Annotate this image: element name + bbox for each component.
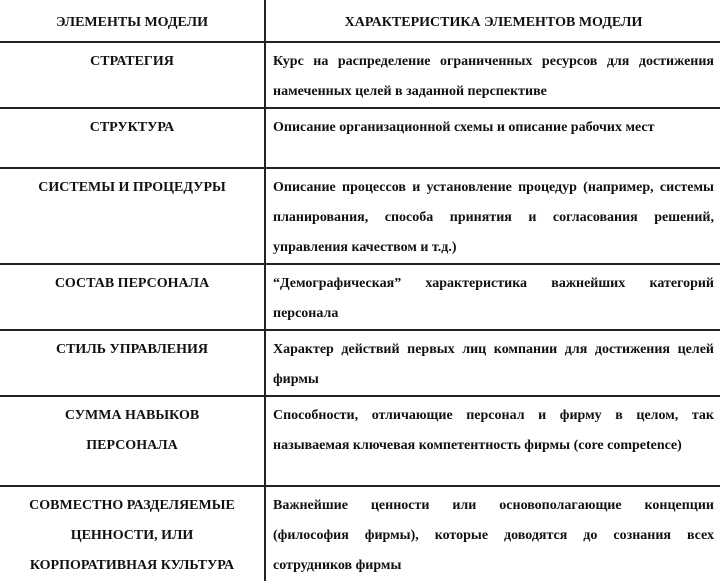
- element-cell: [0, 486, 265, 581]
- element-label: ЦЕННОСТИ, ИЛИ: [70, 528, 194, 543]
- element-cell: [0, 330, 265, 396]
- table-row: [0, 264, 720, 330]
- description-cell: “Демографическая” характеристика важнейших категорий персонала: [265, 264, 720, 330]
- table-row: [0, 42, 720, 108]
- table-row: [0, 486, 720, 581]
- element-label: СОВМЕСТНО РАЗДЕЛЯЕМЫЕ: [29, 498, 235, 513]
- description-cell: Важнейшие ценности или основополагающие концепции (философия фирмы), которые доводятся до сознания всех сотрудников фирмы: [265, 486, 720, 581]
- element-label: СТРАТЕГИЯ: [90, 54, 174, 69]
- header-elements: ЭЛЕМЕНТЫ МОДЕЛИ: [0, 0, 265, 42]
- table-row: [0, 168, 720, 264]
- table-row: [0, 330, 720, 396]
- element-label: ПЕРСОНАЛА: [86, 438, 178, 453]
- element-cell: [0, 264, 265, 330]
- element-label: СИСТЕМЫ И ПРОЦЕДУРЫ: [38, 180, 226, 195]
- element-label: СУММА НАВЫКОВ: [64, 408, 200, 423]
- element-label: СТИЛЬ УПРАВЛЕНИЯ: [55, 342, 209, 357]
- element-cell: [0, 42, 265, 108]
- description-cell: Курс на распределение ограниченных ресурсов для достижения намеченных целей в заданной перспективе: [265, 42, 720, 108]
- description-cell: Описание организационной схемы и описание рабочих мест: [265, 108, 720, 168]
- table-row: [0, 396, 720, 486]
- description-cell: Описание процессов и установление процедур (например, системы планирования, способа принятия и согласования решений, управления качеством и т.д.): [265, 168, 720, 264]
- header-characteristics: ХАРАКТЕРИСТИКА ЭЛЕМЕНТОВ МОДЕЛИ: [344, 15, 643, 30]
- table-header-row: [0, 0, 720, 42]
- table-row: [0, 108, 720, 168]
- element-label: КОРПОРАТИВНАЯ КУЛЬТУРА: [29, 558, 235, 573]
- element-cell: [0, 396, 265, 486]
- element-cell: [0, 168, 265, 264]
- element-cell: [0, 108, 265, 168]
- element-label: СТРУКТУРА: [89, 120, 175, 135]
- description-cell: Способности, отличающие персонал и фирму в целом, так называемая ключевая компетентность фирмы (core competence): [265, 396, 720, 486]
- element-label: СОСТАВ ПЕРСОНАЛА: [54, 276, 210, 291]
- description-cell: Характер действий первых лиц компании для достижения целей фирмы: [265, 330, 720, 396]
